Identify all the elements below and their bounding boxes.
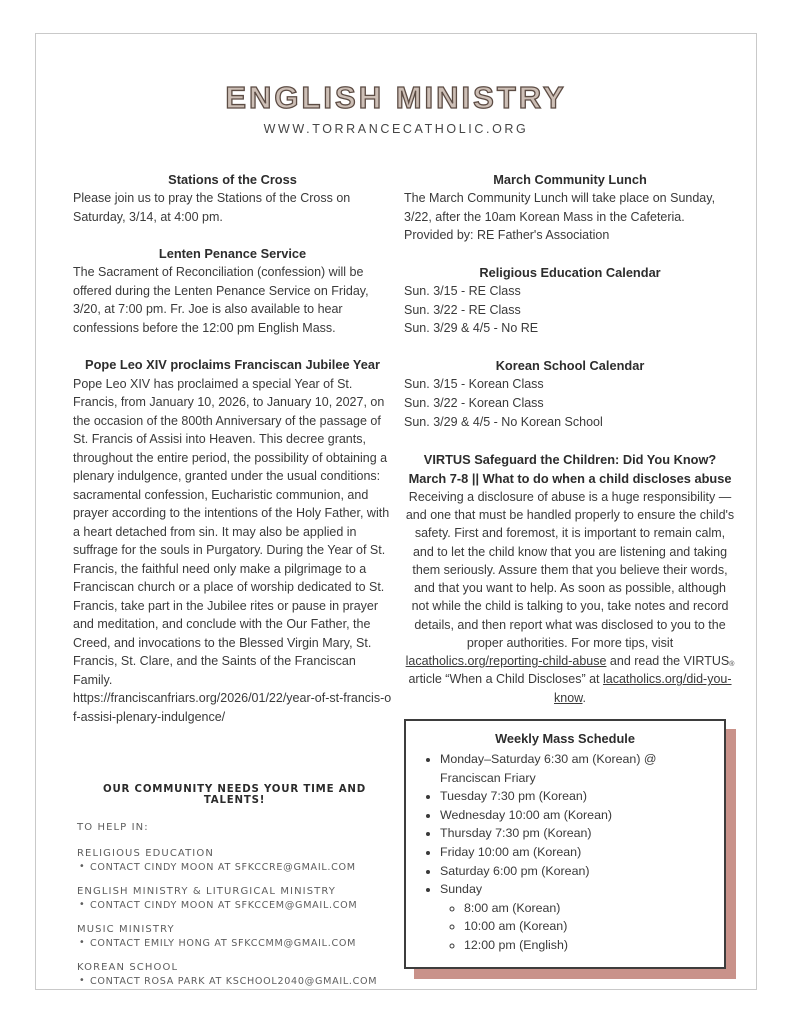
virtus-text: article “When a Child Discloses” at	[408, 672, 603, 687]
sunday-mass-item: ◦ 10:00 am (Korean)	[464, 917, 714, 936]
mass-schedule-item: • Thursday 7:30 pm (Korean)	[440, 824, 714, 843]
section-lenten-penance	[73, 244, 392, 337]
volunteer-group-music-ministry	[77, 924, 392, 949]
mass-schedule-heading: Weekly Mass Schedule	[495, 730, 635, 746]
section-heading: Korean School Calendar	[495, 358, 645, 374]
ministry-name: KOREAN SCHOOL	[77, 962, 179, 974]
mass-schedule-item: • Monday–Saturday 6:30 am (Korean) @ Franciscan Friary	[440, 750, 714, 787]
volunteer-group-religious-education	[77, 848, 392, 873]
content-columns	[36, 170, 756, 990]
ministry-name: ENGLISH MINISTRY & LITURGICAL MINISTRY	[77, 886, 336, 898]
page-title: ENGLISH MINISTRY	[225, 80, 567, 115]
right-column	[404, 170, 736, 990]
section-jubilee-year	[73, 355, 392, 726]
calendar-line: Sun. 3/15 - Korean Class	[404, 377, 544, 392]
calendar-line: Sun. 3/22 - Korean Class	[404, 396, 544, 411]
calendar-line: Sun. 3/22 - RE Class	[404, 302, 521, 317]
section-body: The Sacrament of Reconciliation (confession) will be offered during the Lenten Penance Service on Friday, 3/20, at 7:00 pm. Fr. Joe is also available to hear confessions before the 12:00 pm English Mass.	[73, 265, 369, 335]
section-heading: Stations of the Cross	[168, 172, 297, 187]
section-body: Please join us to pray the Stations of the Cross on Saturday, 3/14, at 4:00 pm.	[73, 191, 351, 224]
mass-schedule-item: • Saturday 6:00 pm (Korean)	[440, 862, 714, 881]
section-heading: Religious Education Calendar	[479, 264, 661, 280]
reporting-child-abuse-link[interactable]: lacatholics.org/reporting-child-abuse	[405, 654, 607, 669]
section-stations-of-the-cross	[73, 170, 392, 226]
virtus-text: .	[582, 690, 586, 705]
volunteer-intro: TO HELP IN:	[77, 822, 149, 834]
section-heading: March Community Lunch	[493, 172, 647, 187]
did-you-know-link[interactable]: lacatholics.org/did-you-know	[554, 672, 732, 705]
ministry-contact: • CONTACT CINDY MOON AT SFKCCEM@GMAIL.COM	[77, 900, 392, 911]
mass-schedule-item: • Friday 10:00 am (Korean)	[440, 843, 714, 862]
section-heading: Lenten Penance Service	[158, 246, 307, 262]
mass-schedule-item: • Tuesday 7:30 pm (Korean)	[440, 787, 714, 806]
calendar-line: Sun. 3/15 - RE Class	[404, 283, 521, 298]
volunteer-group-korean-school	[77, 962, 392, 987]
section-re-calendar	[404, 263, 736, 338]
section-body: The March Community Lunch will take place on Sunday, 3/22, after the 10am Korean Mass in the Cafeteria.	[404, 191, 716, 224]
virtus-body	[404, 488, 736, 707]
section-heading: Pope Leo XIV proclaims Franciscan Jubilee Year	[85, 357, 380, 373]
left-column	[73, 170, 392, 990]
calendar-line: Sun. 3/29 & 4/5 - No Korean School	[404, 414, 603, 429]
mass-schedule-item-label: Sunday	[440, 882, 483, 897]
volunteer-group-english-ministry	[77, 886, 392, 911]
ministry-contact: • CONTACT ROSA PARK AT KSCHOOL2040@GMAIL.COM	[77, 976, 392, 987]
section-korean-calendar	[404, 356, 736, 431]
virtus-text: Receiving a disclosure of abuse is a huge responsibility — and one that must be handled properly to ensure the child's safety. First and foremost, it is important to remain calm, and to let the child know that you are listening and taking them seriously. Assure them that you believe their words, and that you want to help. As soon as possible, although not while the child is talking to you, take notes and record details, and then report what was disclosed to you to the proper authorities. For more tips, visit	[405, 489, 735, 650]
ministry-name: RELIGIOUS EDUCATION	[77, 848, 214, 860]
ministry-name: MUSIC MINISTRY	[77, 924, 175, 936]
jubilee-url: https://franciscanfriars.org/2026/01/22/year-of-st-francis-of-assisi-plenary-indulgence/	[73, 691, 392, 724]
section-body: Pope Leo XIV has proclaimed a special Year of St. Francis, from January 10, 2026, to January 10, 2027, on the occasion of the 800th Anniversary of the passage of St. Francis of Assisi into Heaven. This decree grants, throughout the entire period, the possibility of obtaining a plenary indulgence, granted under the usual conditions: sacramental confession, Eucharistic communion, and prayer according to the intentions of the Holy Father, with a heart detached from sin. It may also be applied in suffrage for the souls in Purgatory. During the Year of St. Francis, the faithful need only make a pilgrimage to a Franciscan church or a place of worship dedicated to St. Francis, take part in the Jubilee rites or pause in prayer and meditation, and conclude with the Our Father, the Creed, and invocations to the Blessed Virgin Mary, St. Francis, St. Clare, and the Saints of the Franciscan Family.	[73, 376, 390, 687]
ministry-contact: • CONTACT EMILY HONG AT SFKCCMM@GMAIL.COM	[77, 938, 392, 949]
website-url: WWW.TORRANCECATHOLIC.ORG	[263, 122, 529, 136]
page-header	[36, 34, 756, 136]
sunday-mass-item: ◦ 8:00 am (Korean)	[464, 899, 714, 918]
volunteer-block	[73, 784, 392, 987]
registered-trademark-symbol: ®	[729, 661, 735, 669]
ministry-contact: • CONTACT CINDY MOON AT SFKCCRE@GMAIL.COM	[77, 862, 392, 873]
lunch-provider: Provided by: RE Father's Association	[404, 228, 610, 243]
mass-schedule-item: • Wednesday 10:00 am (Korean)	[440, 806, 714, 825]
bulletin-page	[35, 33, 757, 990]
mass-schedule-item-sunday	[440, 880, 714, 954]
section-march-community-lunch	[404, 170, 736, 245]
weekly-mass-schedule-box	[404, 719, 726, 969]
sunday-mass-item: ◦ 12:00 pm (English)	[464, 936, 714, 955]
sunday-mass-sublist	[440, 899, 714, 955]
virtus-heading: VIRTUS Safeguard the Children: Did You Know? March 7-8 || What to do when a child discloses abuse	[408, 451, 732, 486]
virtus-text: and read the VIRTUS	[606, 654, 730, 669]
volunteer-heading: OUR COMMUNITY NEEDS YOUR TIME AND TALENTS!	[103, 784, 366, 807]
section-virtus	[404, 450, 736, 707]
mass-schedule-list	[416, 750, 714, 955]
calendar-line: Sun. 3/29 & 4/5 - No RE	[404, 321, 539, 336]
